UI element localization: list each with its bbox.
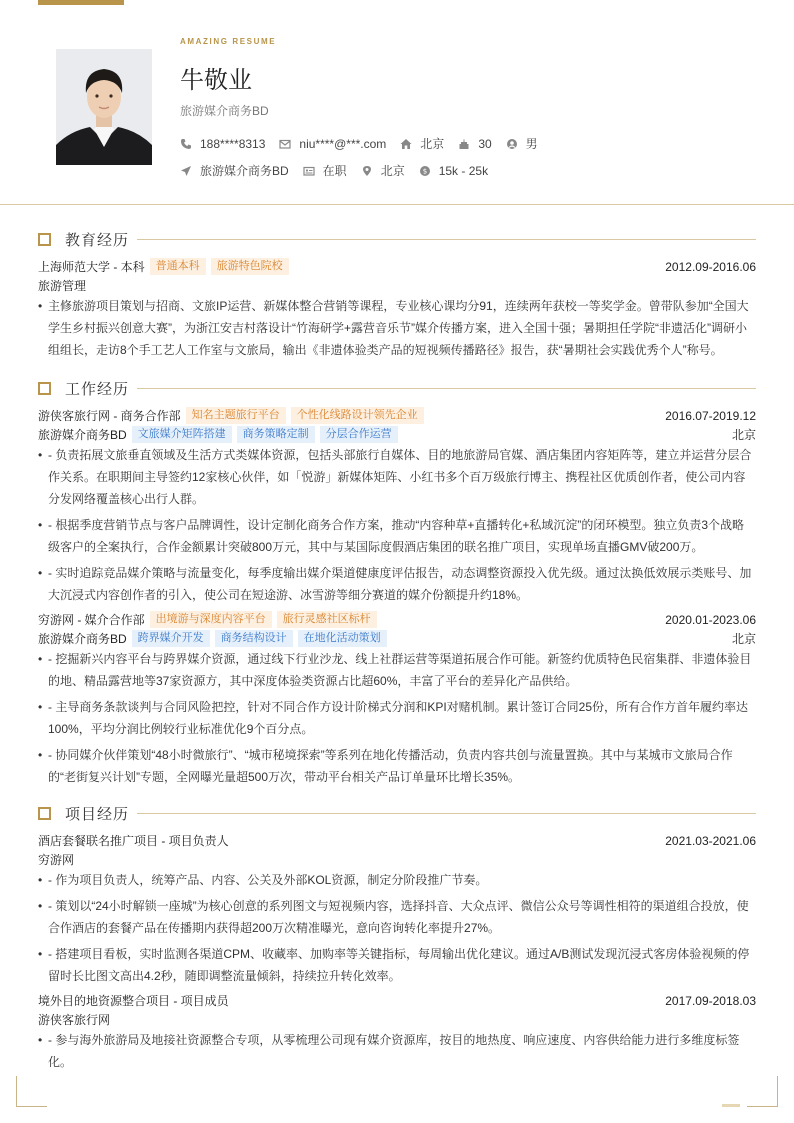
role-tag: 商务结构设计 xyxy=(215,630,293,647)
id-card-icon xyxy=(303,165,315,177)
salary-info xyxy=(419,164,488,178)
list-item: • - 协同媒介伙伴策划“48小时微旅行”、“城市秘境探索”等系列在地化传播活动，负责内容共创与流量置换。其中与某城市文旅局合作的“老街复兴计划”专题，全网曝光量超500万次，带动平台相关产品订单量环比增长35%。 xyxy=(38,744,756,788)
cake-icon xyxy=(458,138,470,150)
project-org: 穷游网 xyxy=(38,853,75,867)
home-info xyxy=(400,135,444,152)
page-corner-decoration xyxy=(747,1076,778,1107)
project-name: 境外目的地资源整合项目 - 项目成员 xyxy=(38,994,229,1008)
list-item: • 主修旅游项目策划与招商、文旅IP运营、新媒体整合营销等课程，专业核心课均分91，连续两年获校一等奖学金。曾带队参加“全国大学生乡村振兴创意大赛”，为浙江安吉村落设计“竹海研学+露营音乐节”媒介传播方案，进入全国十强；暑期担任学院“非遗活化”调研小组组长，走访8个手工艺人工作室与文旅局，输出《非遗体验类产品的短视频传播路径》报告，获“暑期社会实践优秀个人”称号。 xyxy=(38,295,756,361)
work-date: 2020.01-2023.06 xyxy=(665,612,756,627)
education-section xyxy=(38,229,756,365)
role-row xyxy=(38,425,756,444)
company-row xyxy=(38,610,756,629)
project-org-row xyxy=(38,850,756,869)
work-bullets xyxy=(38,444,756,606)
status-text: 在职 xyxy=(322,164,347,178)
gender-info xyxy=(506,135,538,152)
school-tag: 普通本科 xyxy=(150,258,206,275)
email-text: niu****@***.com xyxy=(299,136,387,151)
education-date: 2012.09-2016.06 xyxy=(665,259,756,274)
work-section-header xyxy=(38,378,756,398)
project-bullets xyxy=(38,1029,756,1073)
email-info xyxy=(279,137,386,151)
resume-brand-label: AMAZING RESUME xyxy=(180,37,277,46)
projects-section-title: 项目经历 xyxy=(65,805,130,823)
phone-icon xyxy=(180,138,192,150)
avatar-portrait xyxy=(56,49,152,165)
section-divider xyxy=(137,239,756,240)
role-name: 旅游媒介商务BD xyxy=(38,632,127,646)
profile-photo xyxy=(56,49,152,165)
send-icon xyxy=(180,165,192,177)
work-date: 2016.07-2019.12 xyxy=(665,408,756,423)
intent-city-text: 北京 xyxy=(380,164,405,178)
work-entry xyxy=(38,406,756,606)
candidate-title: 旅游媒介商务BD xyxy=(180,104,269,118)
project-row xyxy=(38,831,756,850)
age-info xyxy=(458,137,491,151)
project-date: 2017.09-2018.03 xyxy=(665,993,756,1008)
project-name: 酒店套餐联名推广项目 - 项目负责人 xyxy=(38,834,229,848)
top-accent-bar xyxy=(38,0,124,5)
major-row xyxy=(38,276,756,295)
age-text: 30 xyxy=(478,136,492,151)
role-name: 旅游媒介商务BD xyxy=(38,428,127,442)
project-org-row xyxy=(38,1010,756,1029)
header-divider xyxy=(0,204,794,205)
company-row xyxy=(38,406,756,425)
intent-city-info xyxy=(361,162,405,179)
project-entry xyxy=(38,991,756,1073)
section-marker-icon xyxy=(38,807,51,820)
phone-info xyxy=(180,137,265,151)
role-tag: 跨界媒介开发 xyxy=(132,630,210,647)
company-tag: 出境游与深度内容平台 xyxy=(150,611,272,628)
work-bullets xyxy=(38,648,756,788)
project-entry xyxy=(38,831,756,987)
company-tag: 旅行灵感社区标杆 xyxy=(277,611,377,628)
page-footer-mark xyxy=(722,1104,740,1107)
salary-text: 15k - 25k xyxy=(438,163,489,178)
role-row xyxy=(38,629,756,648)
company-name: 穷游网 - 媒介合作部 xyxy=(38,613,145,627)
role-tag: 商务策略定制 xyxy=(237,426,315,443)
candidate-name: 牛敬业 xyxy=(180,67,252,94)
gender-text: 男 xyxy=(525,137,538,151)
education-section-title: 教育经历 xyxy=(65,231,130,249)
company-tag: 个性化线路设计领先企业 xyxy=(291,407,424,424)
section-divider xyxy=(137,388,756,389)
projects-section xyxy=(38,803,756,1077)
work-entry xyxy=(38,610,756,788)
gender-icon xyxy=(506,138,518,150)
money-icon xyxy=(419,165,431,177)
section-divider xyxy=(137,813,756,814)
project-bullets xyxy=(38,869,756,987)
work-section-title: 工作经历 xyxy=(65,380,130,398)
location-pin-icon xyxy=(361,165,373,177)
education-bullets xyxy=(38,295,756,361)
list-item: • - 实时追踪竞品媒介策略与流量变化，每季度输出媒介渠道健康度评估报告，动态调整资源投入优先级。通过汰换低效展示类账号、加大沉浸式内容创作者的引入，使公司在短途游、冰雪游等细分赛道的媒介份额提升约18%。 xyxy=(38,562,756,606)
school-tag: 旅游特色院校 xyxy=(211,258,289,275)
list-item: • - 挖掘新兴内容平台与跨界媒介资源，通过线下行业沙龙、线上社群运营等渠道拓展合作可能。新签约优质特色民宿集群、非遗体验目的地、精品露营地等37家资源方，其中深度体验类资源占比超60%，丰富了平台的差异化产品供给。 xyxy=(38,648,756,692)
page-corner-decoration xyxy=(16,1076,47,1107)
project-org: 游侠客旅行网 xyxy=(38,1013,111,1027)
svg-text:$: $ xyxy=(422,167,427,176)
list-item: • - 主导商务条款谈判与合同风险把控，针对不同合作方设计阶梯式分润和KPI对赌机制。累计签订合同25份，所有合作方首年履约率达100%，平均分润比例较行业标准优化9个百分点。 xyxy=(38,696,756,740)
work-location: 北京 xyxy=(731,428,756,442)
list-item: • - 作为项目负责人，统筹产品、内容、公关及外部KOL资源，制定分阶段推广节奏。 xyxy=(38,869,756,891)
company-name: 游侠客旅行网 - 商务合作部 xyxy=(38,409,181,423)
list-item: • - 搭建项目看板，实时监测各渠道CPM、收藏率、加购率等关键指标，每周输出优化建议。通过A/B测试发现沉浸式客房体验视频的停留时长比图文高出4.2秒，随即调整流量倾斜，持续拉升转化效率。 xyxy=(38,943,756,987)
section-marker-icon xyxy=(38,233,51,246)
projects-section-header xyxy=(38,803,756,823)
list-item: • - 负责拓展文旅垂直领域及生活方式类媒体资源，包括头部旅行自媒体、目的地旅游局官媒、酒店集团内容矩阵等，建立并运营分层合作关系。在职期间主导签约12家核心伙伴，如「悦游」新媒体矩阵、小红书多个百万级旅行博主、携程社区优质创作者，使公司内容分发网络覆盖核心出行人群。 xyxy=(38,444,756,510)
role-tag: 分层合作运营 xyxy=(320,426,398,443)
company-tag: 知名主题旅行平台 xyxy=(186,407,286,424)
job-intent-row xyxy=(180,162,502,179)
list-item: • - 策划以“24小时解锁一座城”为核心创意的系列图文与短视频内容，选择抖音、大众点评、微信公众号等调性相符的渠道组合投放，使合作酒店的套餐产品在传播期内获得超200万次精准曝光，意向咨询转化率提升27%。 xyxy=(38,895,756,939)
contact-info-row xyxy=(180,135,552,152)
project-date: 2021.03-2021.06 xyxy=(665,833,756,848)
intent-position-info xyxy=(180,162,289,179)
project-row xyxy=(38,991,756,1010)
phone-text: 188****8313 xyxy=(200,136,266,151)
major-name: 旅游管理 xyxy=(38,279,87,293)
education-row xyxy=(38,257,756,276)
home-text: 北京 xyxy=(420,137,445,151)
education-section-header xyxy=(38,229,756,249)
school-name: 上海师范大学 - 本科 xyxy=(38,260,145,274)
role-tag: 在地化活动策划 xyxy=(298,630,387,647)
status-info xyxy=(303,162,347,179)
list-item: • - 参与海外旅游局及地接社资源整合专项，从零梳理公司现有媒介资源库，按目的地热度、响应速度、内容供给能力进行多维度标签化。 xyxy=(38,1029,756,1073)
intent-position-text: 旅游媒介商务BD xyxy=(200,164,289,178)
mail-icon xyxy=(279,138,291,150)
section-marker-icon xyxy=(38,382,51,395)
work-section xyxy=(38,378,756,792)
home-icon xyxy=(400,138,412,150)
list-item: • - 根据季度营销节点与客户品牌调性，设计定制化商务合作方案，推动“内容种草+直播转化+私域沉淀”的闭环模型。独立负责3个战略级客户的全案执行，合作金额累计突破800万元，其中与某国际度假酒店集团的联名推广项目，实现单场直播GMV破200万。 xyxy=(38,514,756,558)
education-entry xyxy=(38,257,756,361)
work-location: 北京 xyxy=(731,632,756,646)
role-tag: 文旅媒介矩阵搭建 xyxy=(132,426,232,443)
